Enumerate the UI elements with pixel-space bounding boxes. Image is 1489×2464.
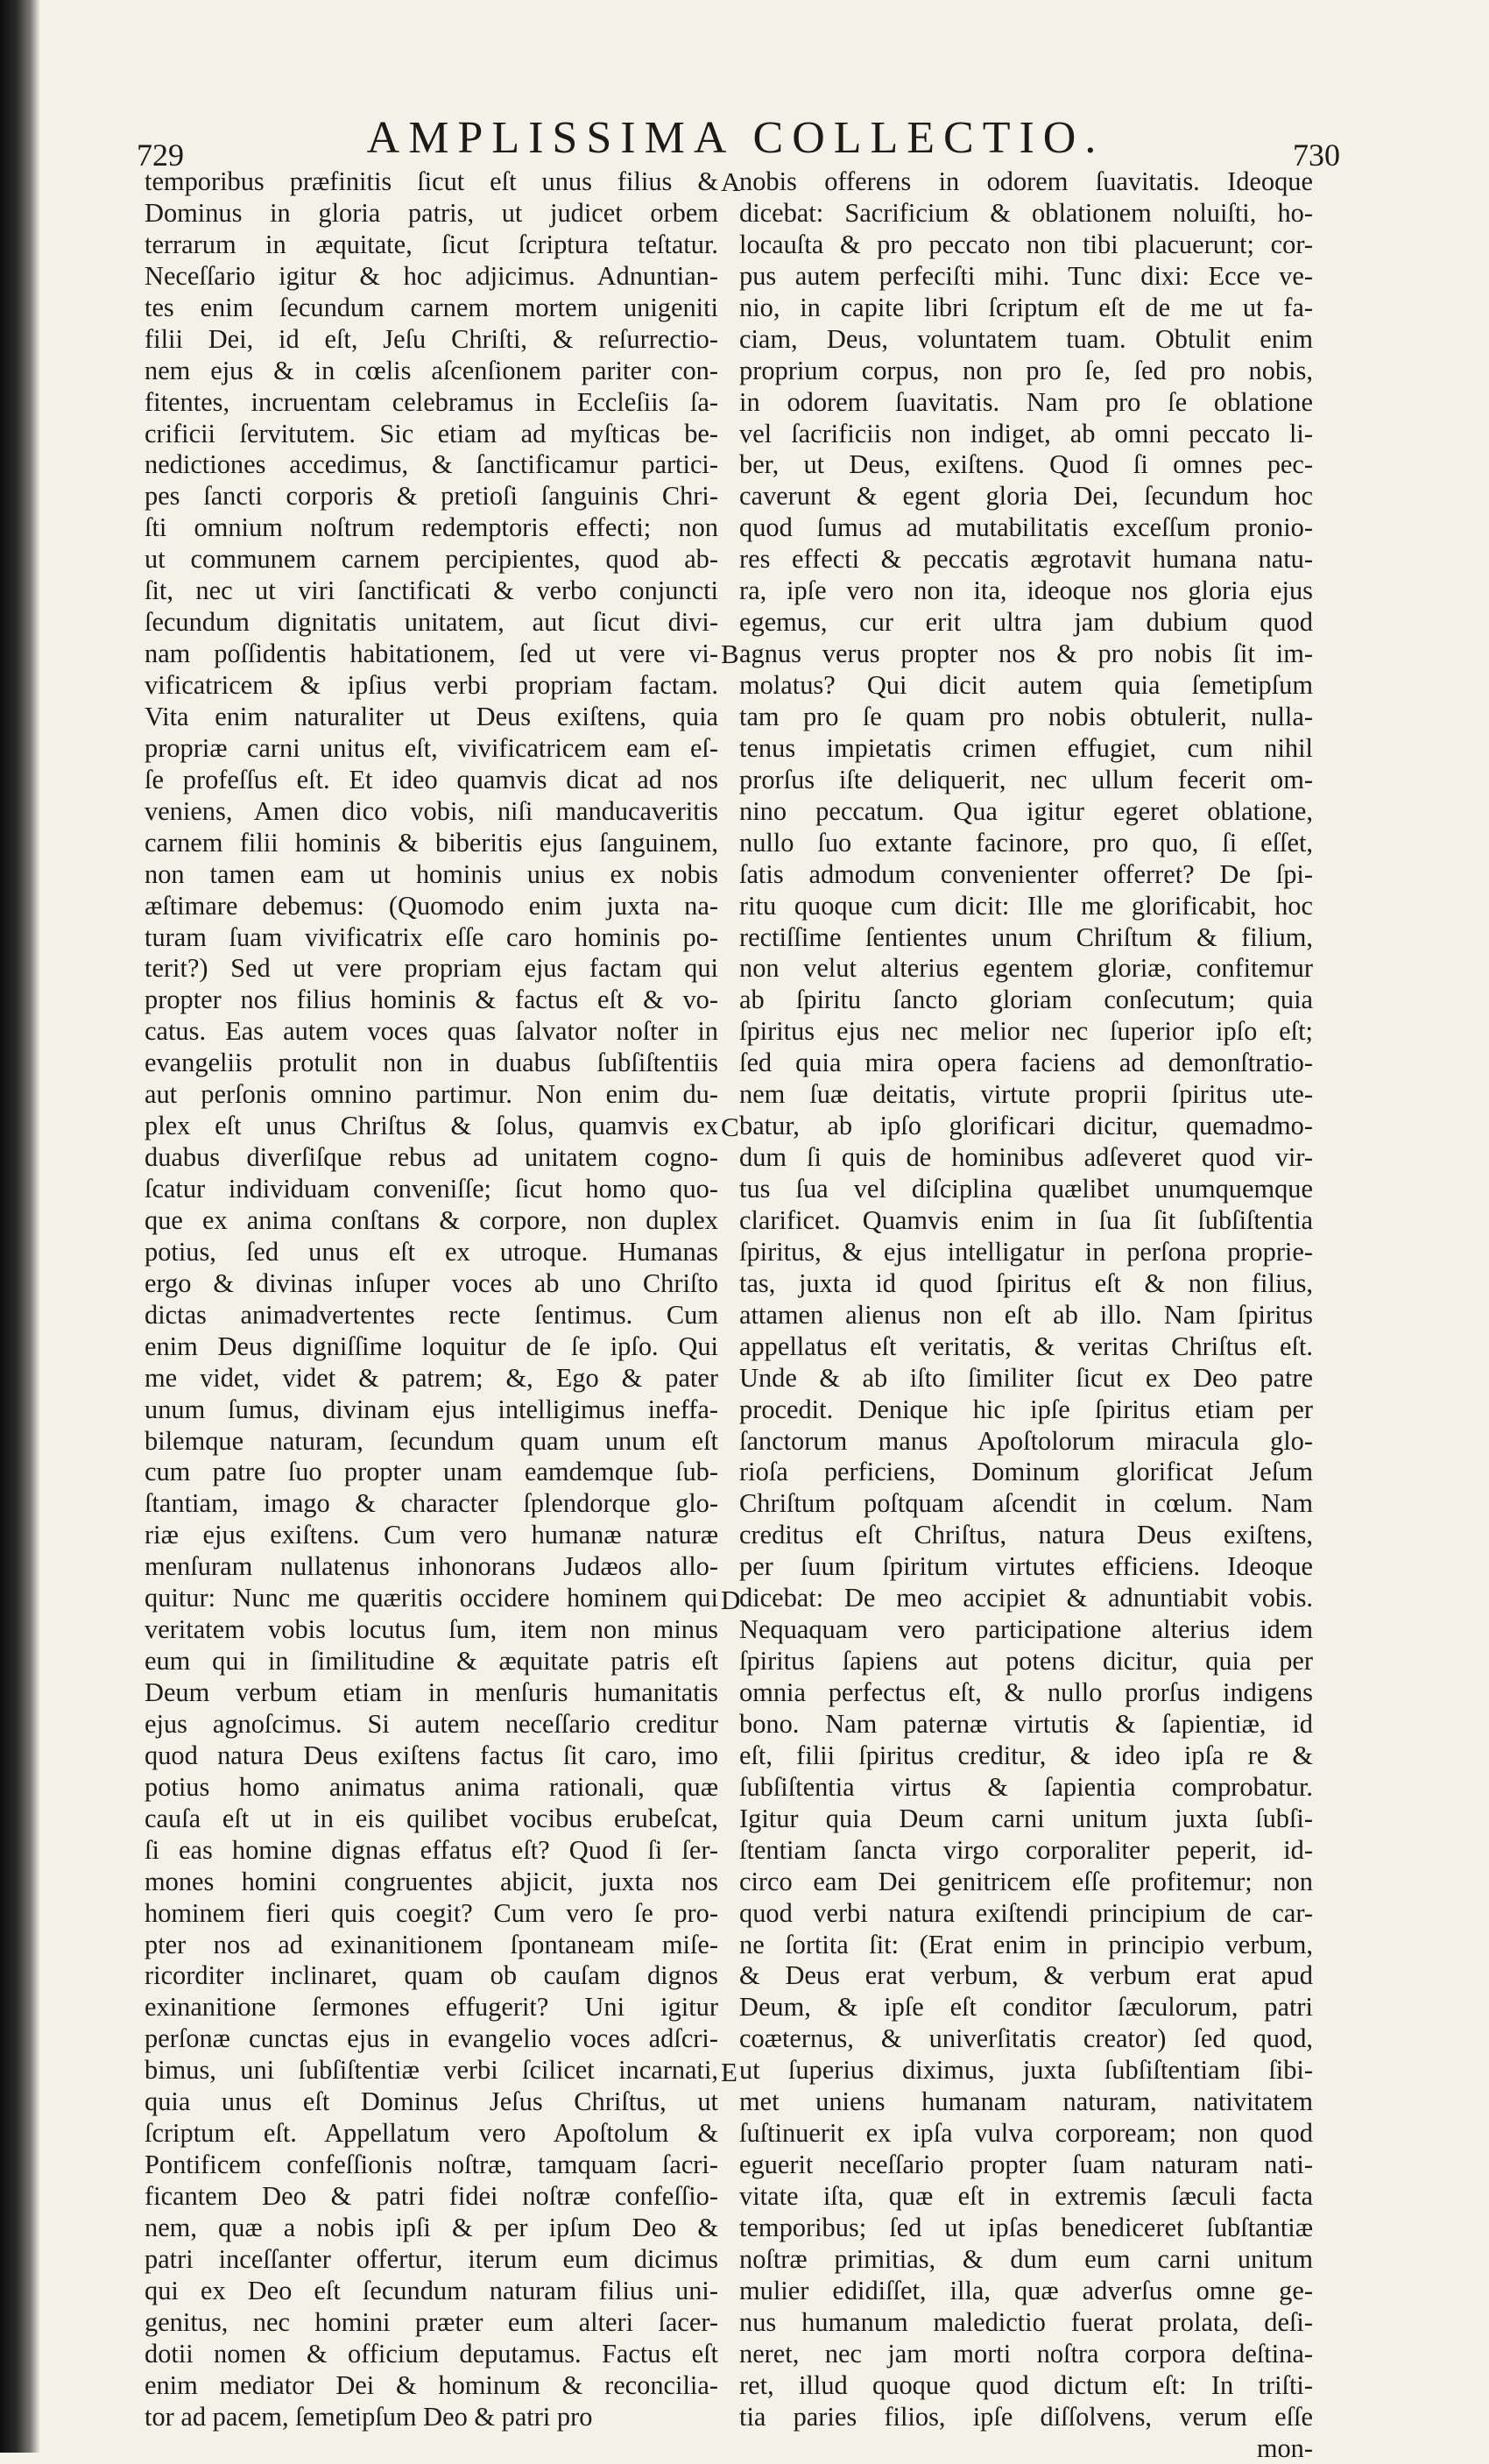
right-column-line: quod verbi natura exiſtendi principium de car- bbox=[739, 1898, 1313, 1930]
left-column-line: evangeliis protulit non in duabus ſubſiſtentiis bbox=[145, 1048, 718, 1079]
left-column-line: carnem filii hominis & biberitis ejus ſanguinem, bbox=[145, 828, 718, 859]
scan-edge bbox=[0, 0, 40, 2453]
right-column-line: rectiſſime ſentientes unum Chriſtum & filium, bbox=[739, 922, 1313, 954]
left-column-line: duabus diverſiſque rebus ad unitatem cogno- bbox=[145, 1142, 718, 1174]
right-column-line: ſuſtinuerit ex ipſa vulva corpoream; non quod bbox=[739, 2118, 1313, 2150]
right-column-line: egemus, cur erit ultra jam dubium quod bbox=[739, 607, 1313, 639]
right-column-line: nino peccatum. Qua igitur egeret oblatione, bbox=[739, 796, 1313, 828]
left-column-line: ſe profeſſus eſt. Et ideo quamvis dicat ad nos bbox=[145, 765, 718, 796]
left-column-line: cum patre ſuo propter unam eamdemque ſub- bbox=[145, 1457, 718, 1488]
margin-letter-e: E bbox=[721, 2057, 737, 2088]
right-column-line: res effecti & peccatis ægrotavit humana natu- bbox=[739, 544, 1313, 575]
left-column-line: non tamen eam ut hominis unius ex nobis bbox=[145, 859, 718, 891]
left-column-line: ſecundum dignitatis unitatem, aut ſicut divi- bbox=[145, 607, 718, 639]
margin-letter-d: D bbox=[721, 1585, 737, 1616]
left-column-line: ricorditer inclinaret, quam ob cauſam dignos bbox=[145, 1960, 718, 1992]
right-column-line: rioſa perficiens, Dominum glorificat Jeſum bbox=[739, 1457, 1313, 1488]
right-column-line: clarificet. Quamvis enim in ſua ſit ſubſiſtentia bbox=[739, 1205, 1313, 1237]
right-column-line: ne ſortita ſit: (Erat enim in principio verbum, bbox=[739, 1930, 1313, 1961]
left-column-line: plex eſt unus Chriſtus & ſolus, quamvis ex bbox=[145, 1111, 718, 1142]
left-column-line: mones homini congruentes abjicit, juxta nos bbox=[145, 1867, 718, 1898]
left-column-line: pter nos ad exinanitionem ſpontaneam miſe- bbox=[145, 1930, 718, 1961]
right-column-line: ciam, Deus, voluntatem tuam. Obtulit enim bbox=[739, 324, 1313, 356]
left-column-line: ſit, nec ut viri ſanctificati & verbo conjuncti bbox=[145, 575, 718, 607]
right-column-line: procedit. Denique hic ipſe ſpiritus etiam per bbox=[739, 1394, 1313, 1426]
left-column-line: nedictiones accedimus, & ſanctificamur partici- bbox=[145, 449, 718, 481]
left-column-line: nam poſſidentis habitationem, ſed ut vere vi- bbox=[145, 639, 718, 670]
left-column-line: perſonæ cunctas ejus in evangelio voces adſcri- bbox=[145, 2023, 718, 2055]
right-column-line: ſpiritus ſapiens aut potens dicitur, quia per bbox=[739, 1646, 1313, 1677]
left-column-line: crificii ſervitutem. Sic etiam ad myſticas be- bbox=[145, 419, 718, 450]
right-column-line: pus autem perfeciſti mihi. Tunc dixi: Ecce ve- bbox=[739, 261, 1313, 293]
left-column-line: patri inceſſanter offertur, iterum eum dicimus bbox=[145, 2244, 718, 2276]
left-column-line: ſcriptum eſt. Appellatum vero Apoſtolum & bbox=[145, 2118, 718, 2150]
left-column-line: hominem fieri quis coegit? Cum vero ſe pro- bbox=[145, 1898, 718, 1930]
left-column-line: Pontificem confeſſionis noſtræ, tamquam ſacri- bbox=[145, 2150, 718, 2181]
right-column-line: Chriſtum poſtquam aſcendit in cœlum. Nam bbox=[739, 1488, 1313, 1520]
right-column-line: Nequaquam vero participatione alterius idem bbox=[739, 1614, 1313, 1646]
right-column-line: mon- bbox=[739, 2433, 1313, 2464]
left-column-line: filii Dei, id eſt, Jeſu Chriſti, & reſurrectio- bbox=[145, 324, 718, 356]
right-column-line: Igitur quia Deum carni unitum juxta ſubſi- bbox=[739, 1804, 1313, 1835]
left-column-line: potius, ſed unus eſt ex utroque. Humanas bbox=[145, 1237, 718, 1268]
left-column-line: ſti omnium noſtrum redemptoris effecti; non bbox=[145, 512, 718, 544]
left-column-line: terrarum in æquitate, ſicut ſcriptura teſtatur. bbox=[145, 229, 718, 261]
left-column-line: tor ad pacem, ſemetipſum Deo & patri pro bbox=[145, 2402, 718, 2433]
left-column-line: unum ſumus, divinam ejus intelligimus ineffa- bbox=[145, 1394, 718, 1426]
right-column-line: per ſuum ſpiritum virtutes efficiens. Ideoque bbox=[739, 1551, 1313, 1583]
left-column-line: eum qui in ſimilitudine & æquitate patris eſt bbox=[145, 1646, 718, 1677]
margin-letter-b: B bbox=[721, 639, 737, 670]
left-column-line: turam ſuam vivificatrix eſſe caro hominis po- bbox=[145, 922, 718, 954]
right-column-line: dum ſi quis de hominibus adſeveret quod vir- bbox=[739, 1142, 1313, 1174]
right-column bbox=[739, 166, 1313, 2464]
left-column bbox=[145, 166, 718, 2433]
right-column-line: ſtentiam ſancta virgo corporaliter peperit, id- bbox=[739, 1835, 1313, 1867]
right-column-line: ſpiritus, & ejus intelligatur in perſona proprie- bbox=[739, 1237, 1313, 1268]
right-column-line: tia paries filios, ipſe diſſolvens, verum eſſe bbox=[739, 2402, 1313, 2433]
left-column-line: aut perſonis omnino partimur. Non enim du- bbox=[145, 1079, 718, 1111]
right-column-line: caverunt & egent gloria Dei, ſecundum hoc bbox=[739, 481, 1313, 512]
right-column-line: eguerit neceſſario propter ſuam naturam nati- bbox=[739, 2150, 1313, 2181]
left-column-line: ejus agnoſcimus. Si autem neceſſario creditur bbox=[145, 1709, 718, 1740]
right-column-line: circo eam Dei genitricem eſſe profitemur; non bbox=[739, 1867, 1313, 1898]
right-column-line: ritu quoque cum dicit: Ille me glorificabit, hoc bbox=[739, 891, 1313, 922]
left-column-line: exinanitione ſermones effugerit? Uni igitur bbox=[145, 1992, 718, 2023]
left-column-line: quod natura Deus exiſtens factus ſit caro, imo bbox=[145, 1740, 718, 1772]
left-column-line: ſcatur individuam conveniſſe; ſicut homo quo- bbox=[145, 1174, 718, 1205]
page-number-right: 730 bbox=[1293, 137, 1340, 173]
left-column-line: ergo & divinas inſuper voces ab uno Chriſto bbox=[145, 1268, 718, 1300]
right-column-line: temporibus; ſed ut ipſas benediceret ſubſtantiæ bbox=[739, 2213, 1313, 2244]
left-column-line: æſtimare debemus: (Quomodo enim juxta na- bbox=[145, 891, 718, 922]
left-column-line: Neceſſario igitur & hoc adjicimus. Adnuntian- bbox=[145, 261, 718, 293]
right-column-line: ſatis admodum convenienter offerret? De ſpi- bbox=[739, 859, 1313, 891]
left-column-line: qui ex Deo eſt ſecundum naturam filius uni- bbox=[145, 2276, 718, 2307]
left-column-line: ficantem Deo & patri fidei noſtræ confeſſio- bbox=[145, 2181, 718, 2213]
left-column-line: cauſa eſt ut in eis quilibet vocibus erubeſcat, bbox=[145, 1804, 718, 1835]
left-column-line: nem ejus & in cœlis aſcenſionem pariter con- bbox=[145, 356, 718, 387]
right-column-line: in odorem ſuavitatis. Nam pro ſe oblatione bbox=[739, 387, 1313, 419]
page-header bbox=[131, 112, 1340, 173]
right-column-line: ſpiritus ejus nec melior nec ſuperior ipſo eſt; bbox=[739, 1016, 1313, 1048]
right-column-line: ut ſuperius diximus, juxta ſubſiſtentiam ſibi- bbox=[739, 2055, 1313, 2086]
right-column-line: nus humanum maledictio fuerat prolata, deſi- bbox=[739, 2307, 1313, 2339]
right-column-line: vitate iſta, quæ eſt in extremis ſæculi facta bbox=[739, 2181, 1313, 2213]
right-column-line: ab ſpiritu ſancto gloriam conſecutum; quia bbox=[739, 985, 1313, 1016]
left-column-line: ut communem carnem percipientes, quod ab- bbox=[145, 544, 718, 575]
right-column-line: met uniens humanam naturam, nativitatem bbox=[739, 2086, 1313, 2118]
left-column-line: temporibus præfinitis ſicut eſt unus filius & bbox=[145, 166, 718, 198]
left-column-line: genitus, nec homini præter eum alteri ſacer- bbox=[145, 2307, 718, 2339]
left-column-line: potius homo animatus anima rationali, quæ bbox=[145, 1772, 718, 1804]
running-title: AMPLISSIMA COLLECTIO. bbox=[131, 112, 1340, 164]
right-column-line: vel ſacrificiis non indiget, ab omni peccato li- bbox=[739, 419, 1313, 450]
right-column-line: attamen alienus non eſt ab illo. Nam ſpiritus bbox=[739, 1300, 1313, 1331]
left-column-line: quia unus eſt Dominus Jeſus Chriſtus, ut bbox=[145, 2086, 718, 2118]
right-column-line: bono. Nam paternæ virtutis & ſapientiæ, id bbox=[739, 1709, 1313, 1740]
left-column-line: veniens, Amen dico vobis, niſi manducaveritis bbox=[145, 796, 718, 828]
right-column-line: tas, juxta id quod ſpiritus eſt & non filius, bbox=[739, 1268, 1313, 1300]
right-column-line: ber, ut Deus, exiſtens. Quod ſi omnes pec- bbox=[739, 449, 1313, 481]
left-column-line: Vita enim naturaliter ut Deus exiſtens, quia bbox=[145, 702, 718, 733]
right-column-line: ra, ipſe vero non ita, ideoque nos gloria ejus bbox=[739, 575, 1313, 607]
right-column-line: noſtræ primitias, & dum eum carni unitum bbox=[739, 2244, 1313, 2276]
right-column-line: proprium corpus, non pro ſe, ſed pro nobis, bbox=[739, 356, 1313, 387]
right-column-line: dicebat: Sacrificium & oblationem noluiſti, ho- bbox=[739, 198, 1313, 229]
left-column-line: vificatricem & ipſius verbi propriam factam. bbox=[145, 670, 718, 702]
right-column-line: mulier edidiſſet, illa, quæ adverſus omne ge- bbox=[739, 2276, 1313, 2307]
left-column-line: Dominus in gloria patris, ut judicet orbem bbox=[145, 198, 718, 229]
right-column-line: ret, illud quoque quod dictum eſt: In triſti- bbox=[739, 2370, 1313, 2402]
left-column-line: dotii nomen & officium deputamus. Factus eſt bbox=[145, 2339, 718, 2370]
right-column-line: nem ſuæ deitatis, virtute proprii ſpiritus ute- bbox=[739, 1079, 1313, 1111]
left-column-line: bimus, uni ſubſiſtentiæ verbi ſcilicet incarnati, bbox=[145, 2055, 718, 2086]
right-column-line: tus ſua vel diſciplina quælibet unumquemque bbox=[739, 1174, 1313, 1205]
left-column-line: dictas animadvertentes recte ſentimus. Cum bbox=[145, 1300, 718, 1331]
left-column-line: me videt, videt & patrem; &, Ego & pater bbox=[145, 1363, 718, 1394]
left-column-line: bilemque naturam, ſecundum quam unum eſt bbox=[145, 1426, 718, 1458]
right-column-line: batur, ab ipſo glorificari dicitur, quemadmo- bbox=[739, 1111, 1313, 1142]
right-column-line: eſt, filii ſpiritus creditur, & ideo ipſa re & bbox=[739, 1740, 1313, 1772]
page-number-left: 729 bbox=[137, 137, 184, 173]
left-column-line: fitentes, incruentam celebramus in Eccleſiis ſa- bbox=[145, 387, 718, 419]
right-column-line: Unde & ab iſto ſimiliter ſicut ex Deo patre bbox=[739, 1363, 1313, 1394]
left-column-line: propriæ carni unitus eſt, vivificatricem eam eſ- bbox=[145, 733, 718, 765]
right-column-line: nio, in capite libri ſcriptum eſt de me ut fa- bbox=[739, 293, 1313, 324]
right-column-line: quod ſumus ad mutabilitatis exceſſum pronio- bbox=[739, 512, 1313, 544]
right-column-line: locauſta & pro peccato non tibi placuerunt; cor- bbox=[739, 229, 1313, 261]
left-column-line: Deum verbum etiam in menſuris humanitatis bbox=[145, 1677, 718, 1709]
left-column-line: enim mediator Dei & hominum & reconcilia- bbox=[145, 2370, 718, 2402]
right-column-line: omnia perfectus eſt, & nullo prorſus indigens bbox=[739, 1677, 1313, 1709]
right-column-line: nullo ſuo extante facinore, pro quo, ſi eſſet, bbox=[739, 828, 1313, 859]
right-column-line: & Deus erat verbum, & verbum erat apud bbox=[739, 1960, 1313, 1992]
right-column-line: Deum, & ipſe eſt conditor ſæculorum, patri bbox=[739, 1992, 1313, 2023]
right-column-line: prorſus iſte deliquerit, nec ullum fecerit om- bbox=[739, 765, 1313, 796]
margin-letter-a: A bbox=[721, 166, 737, 198]
left-column-line: menſuram nullatenus inhonorans Judæos allo- bbox=[145, 1551, 718, 1583]
right-column-line: non velut alterius egentem gloriæ, confitemur bbox=[739, 953, 1313, 985]
left-column-line: terit?) Sed ut vere propriam ejus factam qui bbox=[145, 953, 718, 985]
right-column-line: appellatus eſt veritatis, & veritas Chriſtus eſt. bbox=[739, 1331, 1313, 1363]
left-column-line: ſi eas homine dignas effatus eſt? Quod ſi ſer- bbox=[145, 1835, 718, 1867]
left-column-line: pes ſancti corporis & pretioſi ſanguinis Chri- bbox=[145, 481, 718, 512]
right-column-line: agnus verus propter nos & pro nobis ſit im- bbox=[739, 639, 1313, 670]
right-column-line: ſed quia mira opera faciens ad demonſtratio- bbox=[739, 1048, 1313, 1079]
right-column-line: ſubſiſtentia virtus & ſapientia comprobatur. bbox=[739, 1772, 1313, 1804]
left-column-line: que ex anima conſtans & corpore, non duplex bbox=[145, 1205, 718, 1237]
right-column-line: tam pro ſe quam pro nobis obtulerit, nulla- bbox=[739, 702, 1313, 733]
left-column-line: propter nos filius hominis & factus eſt & vo- bbox=[145, 985, 718, 1016]
right-column-line: coæternus, & univerſitatis creator) ſed quod, bbox=[739, 2023, 1313, 2055]
left-column-line: veritatem vobis locutus ſum, item non minus bbox=[145, 1614, 718, 1646]
left-column-line: tes enim ſecundum carnem mortem unigeniti bbox=[145, 293, 718, 324]
right-column-line: dicebat: De meo accipiet & adnuntiabit vobis. bbox=[739, 1583, 1313, 1614]
right-column-line: creditus eſt Chriſtus, natura Deus exiſtens, bbox=[739, 1520, 1313, 1551]
right-column-line: nobis offerens in odorem ſuavitatis. Ideoque bbox=[739, 166, 1313, 198]
margin-letter-c: C bbox=[721, 1112, 737, 1143]
left-column-line: nem, quæ a nobis ipſi & per ipſum Deo & bbox=[145, 2213, 718, 2244]
right-column-line: tenus impietatis crimen effugiet, cum nihil bbox=[739, 733, 1313, 765]
left-column-line: enim Deus digniſſime loquitur de ſe ipſo. Qui bbox=[145, 1331, 718, 1363]
left-column-line: ſtantiam, imago & character ſplendorque glo- bbox=[145, 1488, 718, 1520]
right-column-line: neret, nec jam morti noſtra corpora deſtina- bbox=[739, 2339, 1313, 2370]
left-column-line: quitur: Nunc me quæritis occidere hominem qui bbox=[145, 1583, 718, 1614]
left-column-line: catus. Eas autem voces quas ſalvator noſter in bbox=[145, 1016, 718, 1048]
right-column-line: molatus? Qui dicit autem quia ſemetipſum bbox=[739, 670, 1313, 702]
left-column-line: riæ ejus exiſtens. Cum vero humanæ naturæ bbox=[145, 1520, 718, 1551]
right-column-line: ſanctorum manus Apoſtolorum miracula glo- bbox=[739, 1426, 1313, 1458]
